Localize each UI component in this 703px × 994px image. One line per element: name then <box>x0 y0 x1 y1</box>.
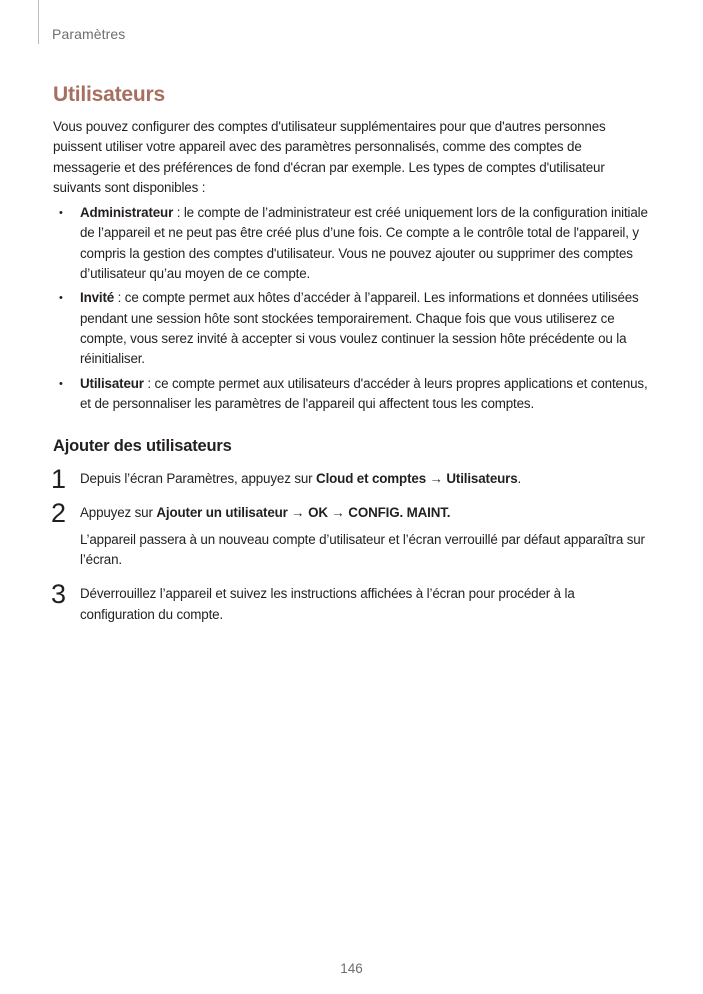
bullet-icon: • <box>59 292 63 305</box>
list-item-utilisateur <box>53 374 649 415</box>
bullet-icon: • <box>59 377 63 390</box>
intro-paragraph: Vous pouvez configurer des comptes d'utilisateur supplémentaires pour que d'autres personnes puissent utiliser votre appareil avec des paramètres personnalisés, comme des comptes de messagerie et des préférences de fond d'écran par exemple. Les types de comptes d'utilisateur suivants sont disponibles : <box>53 119 606 195</box>
step-text: Déverrouillez l’appareil et suivez les instructions affichées à l’écran pour procéder à la configuration du compte. <box>80 586 575 622</box>
step-text-part: . <box>517 471 522 487</box>
section-header-label: Paramètres <box>52 26 126 42</box>
step-2 <box>51 498 649 570</box>
step-number: 2 <box>51 498 67 529</box>
arrow-icon: → <box>287 505 309 521</box>
page-title: Utilisateurs <box>53 83 165 106</box>
menu-path-add-user: Ajouter un utilisateur <box>156 505 288 521</box>
account-type-term: Administrateur <box>80 205 174 221</box>
account-type-description: : le compte de l’administrateur est créé uniquement lors de la configuration initiale de l’appareil et ne peut pas être créé plus d’une fois. Ce compte a le contrôle total de l'appareil, y compris la gestion des comptes d'utilisateur. Vous ne pouvez ajouter ou supprimer des comptes d’utilisateur qu’au moyen de ce compte. <box>80 205 648 282</box>
subsection-title: Ajouter des utilisateurs <box>53 437 232 456</box>
arrow-icon: → <box>327 505 349 521</box>
menu-path-cloud-accounts: Cloud et comptes <box>316 471 426 487</box>
step-text-part: Appuyez sur <box>80 505 157 521</box>
step-1 <box>51 464 649 495</box>
step-text <box>80 469 649 489</box>
list-item-administrateur <box>53 203 649 284</box>
page-number: 146 <box>340 961 363 976</box>
step-number: 3 <box>51 579 67 610</box>
list-item-invite <box>53 288 649 369</box>
step-3 <box>51 579 649 625</box>
step-text <box>80 503 649 523</box>
header-divider <box>38 0 39 44</box>
menu-path-ok: OK <box>308 505 328 521</box>
account-types-list <box>53 203 649 414</box>
step-text-part: Depuis l’écran Paramètres, appuyez sur <box>80 471 317 487</box>
menu-path-users: Utilisateurs <box>446 471 518 487</box>
account-type-term: Invité <box>80 290 115 306</box>
account-type-term: Utilisateur <box>80 375 144 391</box>
account-type-description: : ce compte permet aux utilisateurs d'accéder à leurs propres applications et contenus, et de personnaliser les paramètres de l'appareil qui affectent tous les comptes. <box>80 375 648 411</box>
bullet-icon: • <box>59 207 63 220</box>
step-note: L’appareil passera à un nouveau compte d’utilisateur et l’écran verrouillé par défaut apparaîtra sur l’écran. <box>80 531 645 568</box>
page-content <box>53 82 649 639</box>
arrow-icon: → <box>426 471 447 487</box>
account-type-description: : ce compte permet aux hôtes d’accéder à l’appareil. Les informations et données utilisées pendant une session hôte sont stockées temporairement. Chaque fois que vous utiliserez ce compte, vous serez invité à accepter si vous voulez continuer la session hôte précédente ou la réinitialiser. <box>80 290 639 367</box>
step-number: 1 <box>51 464 67 495</box>
menu-path-config-maint: CONFIG. MAINT. <box>348 505 451 521</box>
